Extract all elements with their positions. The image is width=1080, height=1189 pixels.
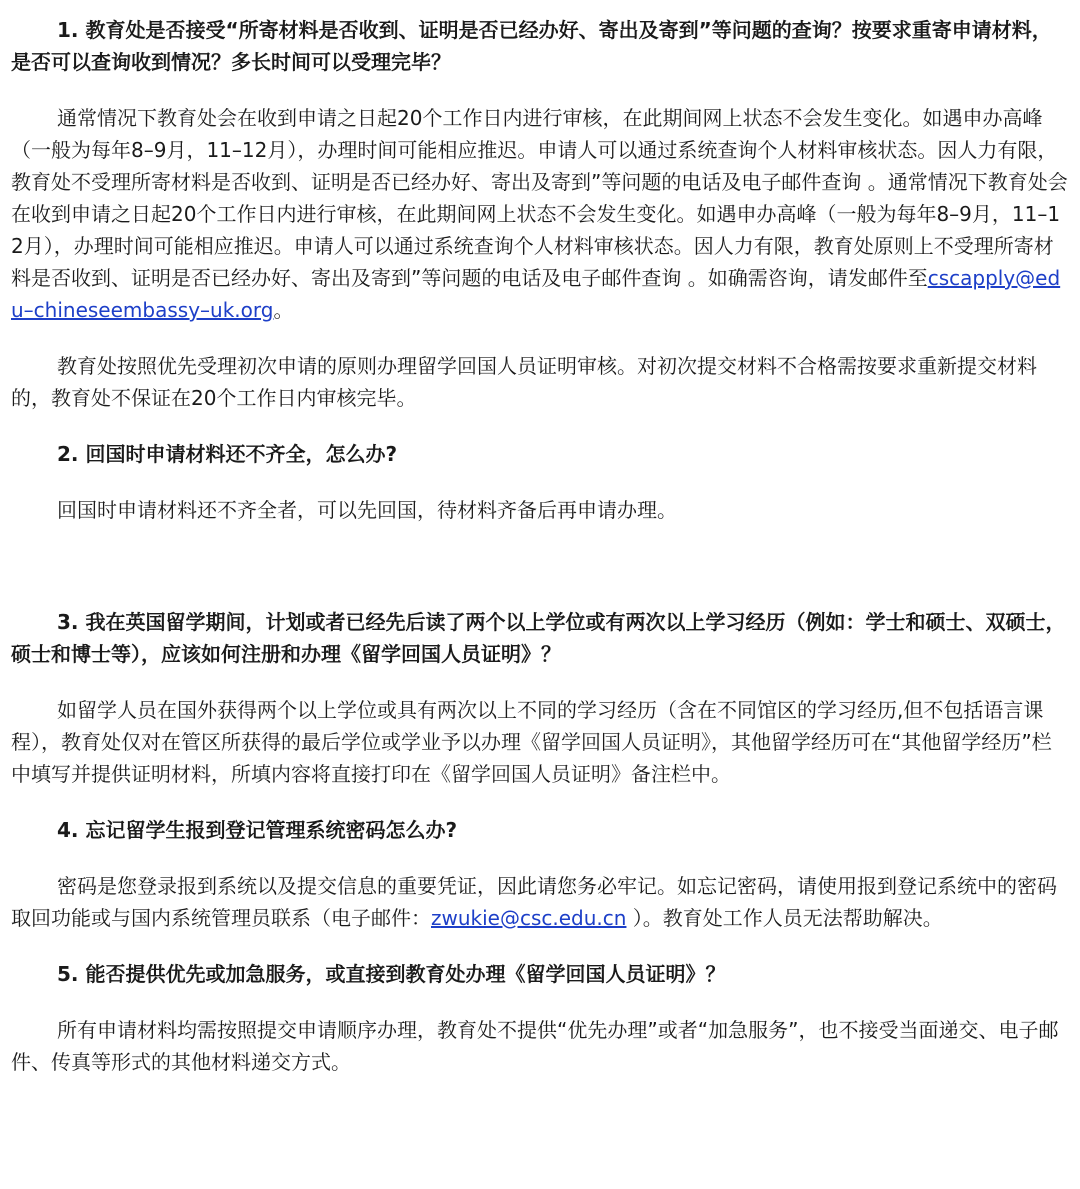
faq-document bbox=[11, 14, 1071, 1078]
faq-answer-1a-end: 。 bbox=[273, 298, 294, 322]
faq-answer-4-text: 密码是您登录报到系统以及提交信息的重要凭证，因此请您务必牢记。如忘记密码，请使用报到登记系统中的密码取回功能或与国内系统管理员联系（电子邮件： bbox=[11, 874, 1057, 930]
faq-answer-4-end: ）。教育处工作人员无法帮助解决。 bbox=[626, 906, 943, 930]
email-link-cscapply[interactable]: cscapply@edu–chineseembassy–uk.org bbox=[11, 266, 1061, 322]
faq-question-4: 4. 忘记留学生报到登记管理系统密码怎么办? bbox=[57, 818, 458, 842]
faq-question-5: 5. 能否提供优先或加急服务，或直接到教育处办理《留学回国人员证明》？ bbox=[57, 962, 726, 986]
faq-answer-3: 如留学人员在国外获得两个以上学位或具有两次以上不同的学习经历（含在不同馆区的学习经历,但不包括语言课程），教育处仅对在管区所获得的最后学位或学业予以办理《留学回国人员证明》，其他留学经历可在“其他留学经历”栏中填写并提供证明材料，所填内容将直接打印在《留学回国人员证明》备注栏中。 bbox=[11, 698, 1052, 786]
faq-answer-1b: 教育处按照优先受理初次申请的原则办理留学回国人员证明审核。对初次提交材料不合格需按要求重新提交材料的，教育处不保证在20个工作日内审核完毕。 bbox=[11, 354, 1037, 410]
faq-question-2: 2. 回国时申请材料还不齐全，怎么办? bbox=[57, 442, 398, 466]
faq-question-3: 3. 我在英国留学期间，计划或者已经先后读了两个以上学位或有两次以上学习经历（例如：学士和硕士、双硕士，硕士和博士等），应该如何注册和办理《留学回国人员证明》？ bbox=[11, 610, 1066, 666]
faq-answer-4 bbox=[11, 870, 1071, 934]
faq-question-1: 1. 教育处是否接受“所寄材料是否收到、证明是否已经办好、寄出及寄到”等问题的查询？按要求重寄申请材料，是否可以查询收到情况？多长时间可以受理完毕？ bbox=[11, 18, 1052, 74]
faq-answer-1a bbox=[11, 102, 1071, 326]
email-link-zwukie[interactable]: zwukie@csc.edu.cn bbox=[431, 906, 627, 930]
faq-answer-5: 所有申请材料均需按照提交申请顺序办理，教育处不提供“优先办理”或者“加急服务”，也不接受当面递交、电子邮件、传真等形式的其他材料递交方式。 bbox=[11, 1018, 1059, 1074]
faq-answer-2: 回国时申请材料还不齐全者，可以先回国，待材料齐备后再申请办理。 bbox=[57, 498, 677, 522]
faq-answer-1a-text: 通常情况下教育处会在收到申请之日起20个工作日内进行审核，在此期间网上状态不会发生变化。如遇申办高峰（一般为每年8–9月，11–12月），办理时间可能相应推迟。申请人可以通过系统查询个人材料审核状态。因人力有限，教育处不受理所寄材料是否收到、证明是否已经办好、寄出及寄到”等问题的电话及电子邮件查询 。通常情况下教育处会在收到申请之日起20个工作日内进行审核，在此期间网上状态不会发生变化。如遇申办高峰（一般为每年8–9月，11–12月），办理时间可能相应推迟。申请人可以通过系统查询个人材料审核状态。因人力有限，教育处原则上不受理所寄材料是否收到、证明是否已经办好、寄出及寄到”等问题的电话及电子邮件查询 。如确需咨询，请发邮件至 bbox=[11, 106, 1068, 290]
